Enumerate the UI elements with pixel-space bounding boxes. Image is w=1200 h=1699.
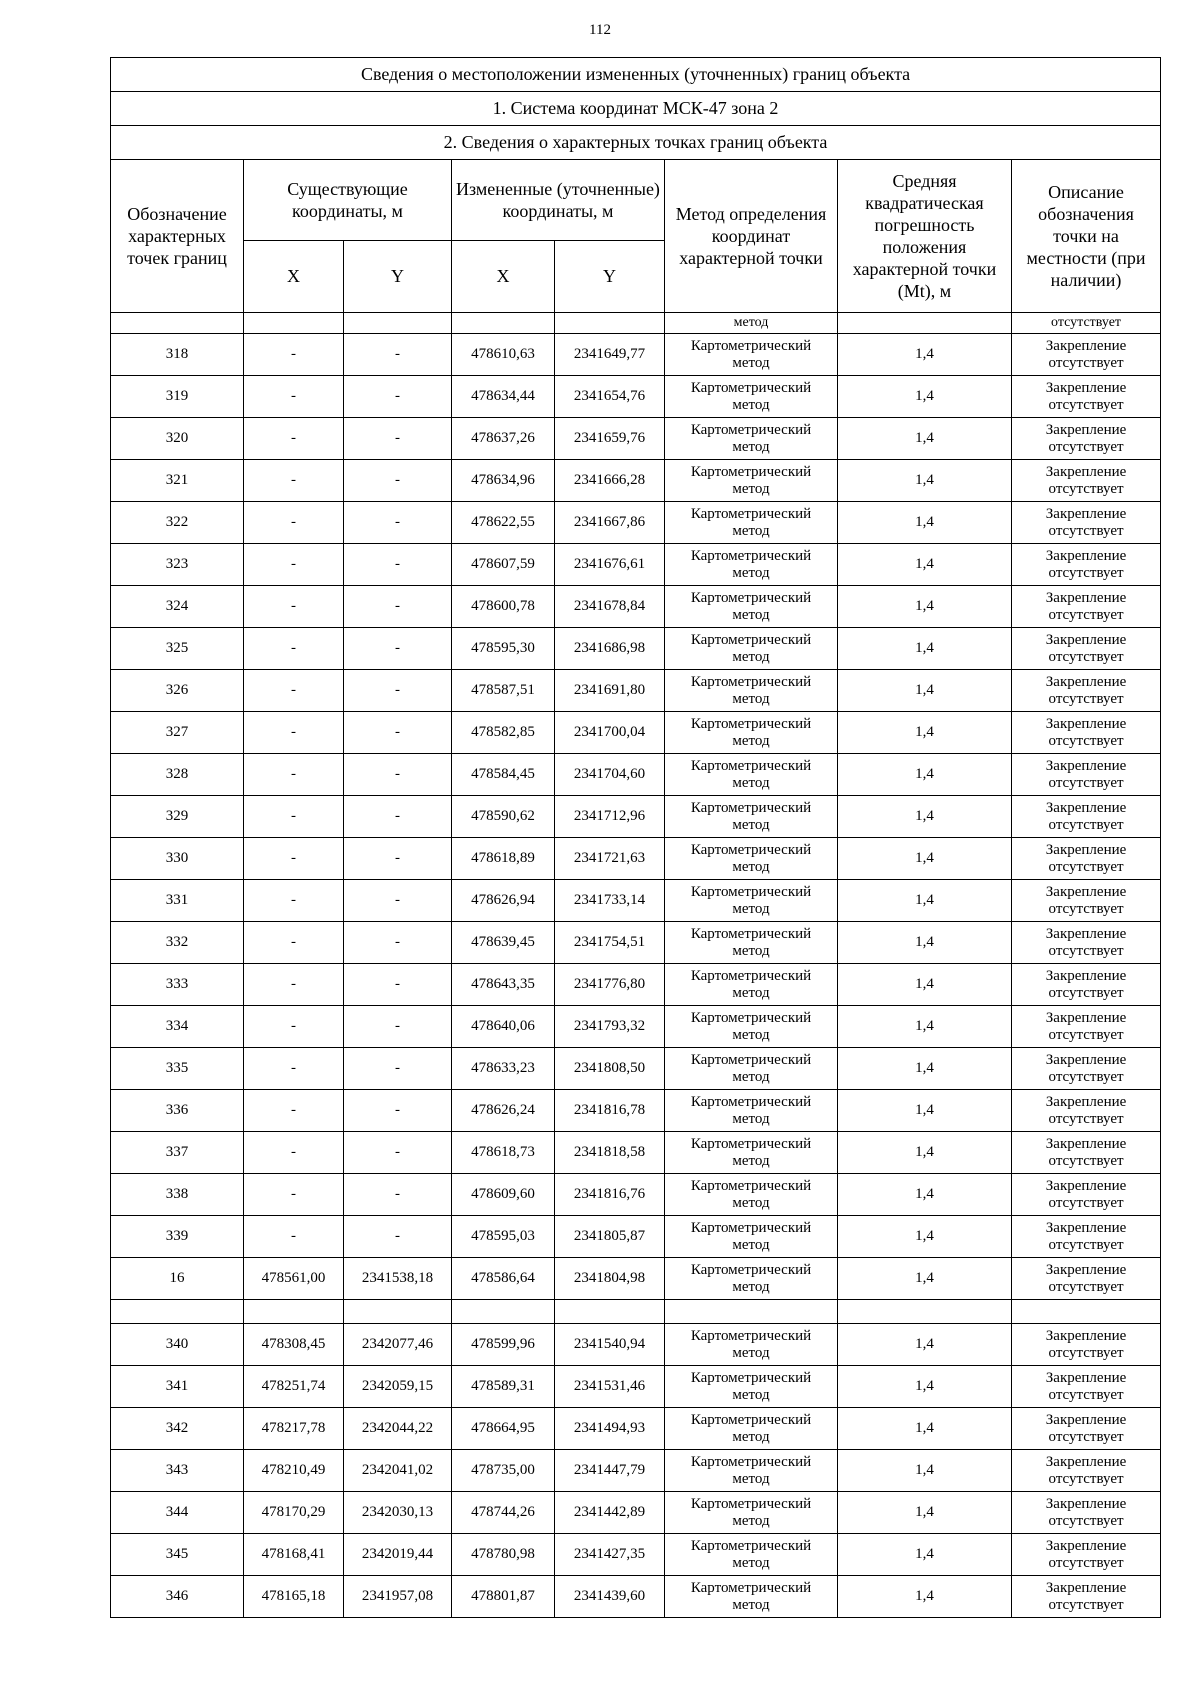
- cell-method: Картометрический метод: [665, 754, 838, 796]
- header-point: Обозначение характерных точек границ: [111, 160, 244, 313]
- cell-existing-y: -: [344, 628, 452, 670]
- cell-method: Картометрический метод: [665, 922, 838, 964]
- cell-changed-x: 478664,95: [452, 1408, 555, 1450]
- cell-description: Закрепление отсутствует: [1012, 418, 1161, 460]
- cell-description: Закрепление отсутствует: [1012, 1534, 1161, 1576]
- cell-existing-x: -: [244, 544, 344, 586]
- cell-changed-y: 2341659,76: [555, 418, 665, 460]
- cell-changed-x: 478780,98: [452, 1534, 555, 1576]
- table-row: [111, 880, 1161, 922]
- cell-error: 1,4: [838, 586, 1012, 628]
- table-row: [111, 754, 1161, 796]
- header-description: Описание обозначения точки на местности (при наличии): [1012, 160, 1161, 313]
- table-row: [111, 670, 1161, 712]
- page-number: 112: [589, 22, 611, 38]
- cell-method: Картометрический метод: [665, 376, 838, 418]
- cell-error: 1,4: [838, 1006, 1012, 1048]
- cell-existing-y: -: [344, 1048, 452, 1090]
- table-row: [111, 1216, 1161, 1258]
- cell-point: 340: [111, 1324, 244, 1366]
- cell-changed-x: 478634,96: [452, 460, 555, 502]
- cell-description: Закрепление отсутствует: [1012, 1048, 1161, 1090]
- table-row: [111, 1174, 1161, 1216]
- cell-error: 1,4: [838, 1576, 1012, 1618]
- cell-existing-x: -: [244, 712, 344, 754]
- cell-point: 330: [111, 838, 244, 880]
- table-row: [111, 334, 1161, 376]
- cell-existing-y: 2341538,18: [344, 1258, 452, 1300]
- table-row: [111, 586, 1161, 628]
- cell-error: 1,4: [838, 712, 1012, 754]
- cell-existing-y: -: [344, 544, 452, 586]
- cell-error: 1,4: [838, 880, 1012, 922]
- cell-changed-x: 478590,62: [452, 796, 555, 838]
- cell-method: Картометрический метод: [665, 1324, 838, 1366]
- cell-changed-y: 2341447,79: [555, 1450, 665, 1492]
- cell-point: 323: [111, 544, 244, 586]
- cell-description: Закрепление отсутствует: [1012, 544, 1161, 586]
- cell-point: 344: [111, 1492, 244, 1534]
- cell-point: 332: [111, 922, 244, 964]
- cell-existing-x: -: [244, 376, 344, 418]
- table-row: [111, 460, 1161, 502]
- cell-existing-y: -: [344, 1006, 452, 1048]
- cell-changed-y: 2341808,50: [555, 1048, 665, 1090]
- cell-description: Закрепление отсутствует: [1012, 880, 1161, 922]
- boundary-points-table: [110, 57, 1161, 1618]
- cell-existing-y: -: [344, 1132, 452, 1174]
- cell-error: 1,4: [838, 460, 1012, 502]
- cell-existing-x: -: [244, 1090, 344, 1132]
- header-changed-coords: Измененные (уточненные) координаты, м: [452, 160, 665, 241]
- cell-changed-y: 2341442,89: [555, 1492, 665, 1534]
- cell-description: Закрепление отсутствует: [1012, 376, 1161, 418]
- cell-error: 1,4: [838, 1258, 1012, 1300]
- cell-point: 321: [111, 460, 244, 502]
- cell-changed-x: 478607,59: [452, 544, 555, 586]
- cell-point: 334: [111, 1006, 244, 1048]
- table-row: [111, 1450, 1161, 1492]
- cell-changed-x: 478582,85: [452, 712, 555, 754]
- cell-point: 324: [111, 586, 244, 628]
- cell-point: 339: [111, 1216, 244, 1258]
- cell-error: 1,4: [838, 838, 1012, 880]
- cell-description: Закрепление отсутствует: [1012, 586, 1161, 628]
- cell-description: Закрепление отсутствует: [1012, 1132, 1161, 1174]
- table-row: [111, 1576, 1161, 1618]
- cell-changed-x: 478744,26: [452, 1492, 555, 1534]
- cell-changed-y: 2341649,77: [555, 334, 665, 376]
- cell-changed-y: 2341494,93: [555, 1408, 665, 1450]
- table-row: [111, 1006, 1161, 1048]
- table-row: [111, 922, 1161, 964]
- cell-changed-x: 478586,64: [452, 1258, 555, 1300]
- cell-error: 1,4: [838, 1048, 1012, 1090]
- cell-existing-y: 2342059,15: [344, 1366, 452, 1408]
- cell-changed-y: 2341654,76: [555, 376, 665, 418]
- cell-changed-x: 478735,00: [452, 1450, 555, 1492]
- cell-method: Картометрический метод: [665, 880, 838, 922]
- cell-method: Картометрический метод: [665, 1090, 838, 1132]
- cell-changed-y: 2341816,78: [555, 1090, 665, 1132]
- cell-description: отсутствует: [1012, 313, 1161, 334]
- cell-existing-x: -: [244, 1174, 344, 1216]
- table-title: Сведения о местоположении измененных (уточненных) границ объекта: [111, 58, 1161, 92]
- cell-method: Картометрический метод: [665, 460, 838, 502]
- cell-existing-x: 478165,18: [244, 1576, 344, 1618]
- cell-changed-y: 2341439,60: [555, 1576, 665, 1618]
- cell-method: Картометрический метод: [665, 586, 838, 628]
- table-row: [111, 544, 1161, 586]
- cell-point: 329: [111, 796, 244, 838]
- cell-changed-x: 478801,87: [452, 1576, 555, 1618]
- cell-point: 318: [111, 334, 244, 376]
- cell-existing-x: -: [244, 838, 344, 880]
- cell-existing-y: -: [344, 964, 452, 1006]
- cell-point: 346: [111, 1576, 244, 1618]
- cell-method: Картометрический метод: [665, 1366, 838, 1408]
- cell-existing-x: -: [244, 880, 344, 922]
- cell-method: Картометрический метод: [665, 628, 838, 670]
- cell-description: Закрепление отсутствует: [1012, 1174, 1161, 1216]
- cell-description: Закрепление отсутствует: [1012, 922, 1161, 964]
- cell-point: 331: [111, 880, 244, 922]
- cell-changed-x: 478637,26: [452, 418, 555, 460]
- table-row-continued: [111, 313, 1161, 334]
- cell-method: Картометрический метод: [665, 544, 838, 586]
- cell-changed-y: 2341427,35: [555, 1534, 665, 1576]
- table-row: [111, 1324, 1161, 1366]
- header-method: Метод определения координат характерной точки: [665, 160, 838, 313]
- cell-existing-y: -: [344, 1216, 452, 1258]
- cell-existing-y: -: [344, 796, 452, 838]
- cell-point: 320: [111, 418, 244, 460]
- cell-point: 338: [111, 1174, 244, 1216]
- cell-changed-x: 478610,63: [452, 334, 555, 376]
- table-row: [111, 964, 1161, 1006]
- cell-existing-y: -: [344, 712, 452, 754]
- cell-error: 1,4: [838, 628, 1012, 670]
- cell-changed-y: 2341691,80: [555, 670, 665, 712]
- header-existing-y: Y: [344, 241, 452, 313]
- cell-changed-y: 2341721,63: [555, 838, 665, 880]
- cell-changed-x: 478587,51: [452, 670, 555, 712]
- cell-error: 1,4: [838, 376, 1012, 418]
- cell-changed-y: 2341776,80: [555, 964, 665, 1006]
- cell-existing-x: -: [244, 796, 344, 838]
- table-row: [111, 796, 1161, 838]
- cell-existing-y: -: [344, 418, 452, 460]
- cell-changed-x: 478634,44: [452, 376, 555, 418]
- cell-method: метод: [665, 313, 838, 334]
- cell-method: Картометрический метод: [665, 1174, 838, 1216]
- cell-changed-y: 2341676,61: [555, 544, 665, 586]
- cell-existing-x: 478561,00: [244, 1258, 344, 1300]
- cell-error: 1,4: [838, 670, 1012, 712]
- cell-existing-y: -: [344, 838, 452, 880]
- cell-point: 16: [111, 1258, 244, 1300]
- cell-description: Закрепление отсутствует: [1012, 1324, 1161, 1366]
- cell-point: 325: [111, 628, 244, 670]
- cell-error: 1,4: [838, 754, 1012, 796]
- cell-changed-x: 478640,06: [452, 1006, 555, 1048]
- cell-method: Картометрический метод: [665, 1216, 838, 1258]
- cell-existing-x: -: [244, 1132, 344, 1174]
- cell-changed-y: 2341666,28: [555, 460, 665, 502]
- cell-changed-y: 2341805,87: [555, 1216, 665, 1258]
- table-row-separator: [111, 1300, 1161, 1324]
- table-row: [111, 1048, 1161, 1090]
- table-row: [111, 628, 1161, 670]
- cell-error: 1,4: [838, 418, 1012, 460]
- cell-description: Закрепление отсутствует: [1012, 712, 1161, 754]
- cell-error: 1,4: [838, 1090, 1012, 1132]
- table-row: [111, 376, 1161, 418]
- cell-method: Картометрический метод: [665, 1534, 838, 1576]
- cell-existing-x: -: [244, 1006, 344, 1048]
- cell-method: Картометрический метод: [665, 1492, 838, 1534]
- cell-existing-x: -: [244, 502, 344, 544]
- table-row: [111, 1534, 1161, 1576]
- table-row: [111, 1132, 1161, 1174]
- cell-existing-y: -: [344, 376, 452, 418]
- table-row: [111, 1258, 1161, 1300]
- cell-description: Закрепление отсутствует: [1012, 754, 1161, 796]
- cell-point: 341: [111, 1366, 244, 1408]
- cell-method: Картометрический метод: [665, 670, 838, 712]
- cell-point: 319: [111, 376, 244, 418]
- cell-error: 1,4: [838, 1132, 1012, 1174]
- cell-changed-y: 2341540,94: [555, 1324, 665, 1366]
- cell-point: 333: [111, 964, 244, 1006]
- cell-error: 1,4: [838, 1324, 1012, 1366]
- cell-existing-x: 478308,45: [244, 1324, 344, 1366]
- table-row: [111, 1492, 1161, 1534]
- table-row: [111, 1366, 1161, 1408]
- cell-existing-y: 2342077,46: [344, 1324, 452, 1366]
- cell-point: 336: [111, 1090, 244, 1132]
- cell-changed-y: 2341531,46: [555, 1366, 665, 1408]
- table-row: [111, 1090, 1161, 1132]
- cell-description: Закрепление отсутствует: [1012, 1216, 1161, 1258]
- cell-description: Закрепление отсутствует: [1012, 838, 1161, 880]
- cell-changed-y: 2341704,60: [555, 754, 665, 796]
- cell-changed-y: 2341793,32: [555, 1006, 665, 1048]
- cell-point: 342: [111, 1408, 244, 1450]
- cell-description: Закрепление отсутствует: [1012, 334, 1161, 376]
- cell-method: Картометрический метод: [665, 1408, 838, 1450]
- cell-changed-x: 478599,96: [452, 1324, 555, 1366]
- cell-existing-y: 2342041,02: [344, 1450, 452, 1492]
- cell-method: Картометрический метод: [665, 334, 838, 376]
- cell-existing-x: -: [244, 334, 344, 376]
- cell-existing-y: -: [344, 922, 452, 964]
- cell-description: Закрепление отсутствует: [1012, 796, 1161, 838]
- table-row: [111, 838, 1161, 880]
- cell-changed-x: 478622,55: [452, 502, 555, 544]
- cell-existing-y: 2342044,22: [344, 1408, 452, 1450]
- cell-existing-y: 2342019,44: [344, 1534, 452, 1576]
- cell-error: 1,4: [838, 1174, 1012, 1216]
- cell-existing-x: -: [244, 418, 344, 460]
- cell-existing-x: -: [244, 670, 344, 712]
- cell-existing-x: 478170,29: [244, 1492, 344, 1534]
- cell-changed-x: 478589,31: [452, 1366, 555, 1408]
- cell-point: 343: [111, 1450, 244, 1492]
- cell-existing-x: 478168,41: [244, 1534, 344, 1576]
- cell-description: Закрепление отсутствует: [1012, 628, 1161, 670]
- cell-changed-x: 478639,45: [452, 922, 555, 964]
- cell-existing-y: 2342030,13: [344, 1492, 452, 1534]
- table-body: [111, 313, 1161, 1618]
- cell-changed-x: 478643,35: [452, 964, 555, 1006]
- cell-existing-y: -: [344, 502, 452, 544]
- cell-existing-y: -: [344, 754, 452, 796]
- cell-method: Картометрический метод: [665, 838, 838, 880]
- cell-existing-x: 478210,49: [244, 1450, 344, 1492]
- cell-method: Картометрический метод: [665, 712, 838, 754]
- cell-existing-x: 478251,74: [244, 1366, 344, 1408]
- cell-method: Картометрический метод: [665, 1450, 838, 1492]
- cell-changed-x: 478595,03: [452, 1216, 555, 1258]
- cell-changed-x: 478633,23: [452, 1048, 555, 1090]
- cell-error: 1,4: [838, 502, 1012, 544]
- cell-error: 1,4: [838, 796, 1012, 838]
- cell-changed-y: 2341667,86: [555, 502, 665, 544]
- cell-existing-x: 478217,78: [244, 1408, 344, 1450]
- cell-method: Картометрический метод: [665, 1576, 838, 1618]
- cell-description: Закрепление отсутствует: [1012, 502, 1161, 544]
- cell-point: 326: [111, 670, 244, 712]
- cell-description: Закрепление отсутствует: [1012, 964, 1161, 1006]
- cell-error: 1,4: [838, 1408, 1012, 1450]
- cell-point: 322: [111, 502, 244, 544]
- cell-error: 1,4: [838, 1216, 1012, 1258]
- cell-changed-x: 478595,30: [452, 628, 555, 670]
- cell-existing-y: -: [344, 334, 452, 376]
- cell-error: 1,4: [838, 964, 1012, 1006]
- cell-method: Картометрический метод: [665, 1132, 838, 1174]
- cell-description: Закрепление отсутствует: [1012, 1492, 1161, 1534]
- cell-description: Закрепление отсутствует: [1012, 1408, 1161, 1450]
- cell-error: 1,4: [838, 1366, 1012, 1408]
- table-row: [111, 712, 1161, 754]
- cell-existing-y: -: [344, 460, 452, 502]
- cell-changed-x: 478626,94: [452, 880, 555, 922]
- cell-changed-y: 2341712,96: [555, 796, 665, 838]
- header-existing-coords: Существующие координаты, м: [244, 160, 452, 241]
- cell-existing-x: -: [244, 754, 344, 796]
- cell-changed-y: 2341754,51: [555, 922, 665, 964]
- cell-point: 337: [111, 1132, 244, 1174]
- cell-changed-y: 2341686,98: [555, 628, 665, 670]
- cell-method: Картометрический метод: [665, 796, 838, 838]
- cell-error: 1,4: [838, 1534, 1012, 1576]
- cell-changed-x: 478618,89: [452, 838, 555, 880]
- header-changed-x: X: [452, 241, 555, 313]
- cell-error: 1,4: [838, 922, 1012, 964]
- cell-error: 1,4: [838, 544, 1012, 586]
- cell-changed-y: 2341818,58: [555, 1132, 665, 1174]
- cell-method: Картометрический метод: [665, 502, 838, 544]
- section-title: 2. Сведения о характерных точках границ объекта: [111, 126, 1161, 160]
- header-existing-x: X: [244, 241, 344, 313]
- coordinate-system-title: 1. Система координат МСК-47 зона 2: [111, 92, 1161, 126]
- cell-existing-x: -: [244, 460, 344, 502]
- cell-existing-y: -: [344, 1090, 452, 1132]
- cell-existing-x: -: [244, 922, 344, 964]
- cell-changed-y: 2341804,98: [555, 1258, 665, 1300]
- cell-existing-x: -: [244, 1216, 344, 1258]
- cell-method: Картометрический метод: [665, 418, 838, 460]
- cell-changed-x: 478618,73: [452, 1132, 555, 1174]
- table-row: [111, 502, 1161, 544]
- cell-error: 1,4: [838, 1450, 1012, 1492]
- cell-point: 345: [111, 1534, 244, 1576]
- cell-point: 335: [111, 1048, 244, 1090]
- cell-point: 328: [111, 754, 244, 796]
- cell-existing-x: -: [244, 628, 344, 670]
- cell-description: Закрепление отсутствует: [1012, 460, 1161, 502]
- cell-description: Закрепление отсутствует: [1012, 1006, 1161, 1048]
- cell-changed-x: 478584,45: [452, 754, 555, 796]
- table-row: [111, 418, 1161, 460]
- cell-method: Картометрический метод: [665, 1048, 838, 1090]
- cell-changed-x: 478600,78: [452, 586, 555, 628]
- cell-existing-y: -: [344, 880, 452, 922]
- cell-changed-x: 478609,60: [452, 1174, 555, 1216]
- cell-description: Закрепление отсутствует: [1012, 670, 1161, 712]
- cell-changed-y: 2341816,76: [555, 1174, 665, 1216]
- table-row: [111, 1408, 1161, 1450]
- cell-existing-x: -: [244, 586, 344, 628]
- cell-existing-y: -: [344, 586, 452, 628]
- cell-point: 327: [111, 712, 244, 754]
- header-error: Средняя квадратическая погрешность положения характерной точки (Mt), м: [838, 160, 1012, 313]
- cell-method: Картометрический метод: [665, 1006, 838, 1048]
- header-changed-y: Y: [555, 241, 665, 313]
- cell-description: Закрепление отсутствует: [1012, 1258, 1161, 1300]
- cell-method: Картометрический метод: [665, 1258, 838, 1300]
- cell-error: 1,4: [838, 1492, 1012, 1534]
- cell-existing-y: -: [344, 1174, 452, 1216]
- cell-error: 1,4: [838, 334, 1012, 376]
- cell-description: Закрепление отсутствует: [1012, 1450, 1161, 1492]
- cell-description: Закрепление отсутствует: [1012, 1576, 1161, 1618]
- cell-description: Закрепление отсутствует: [1012, 1366, 1161, 1408]
- cell-description: Закрепление отсутствует: [1012, 1090, 1161, 1132]
- cell-existing-y: 2341957,08: [344, 1576, 452, 1618]
- cell-changed-x: 478626,24: [452, 1090, 555, 1132]
- cell-changed-y: 2341700,04: [555, 712, 665, 754]
- cell-existing-y: -: [344, 670, 452, 712]
- cell-existing-x: -: [244, 964, 344, 1006]
- cell-changed-y: 2341678,84: [555, 586, 665, 628]
- cell-existing-x: -: [244, 1048, 344, 1090]
- cell-method: Картометрический метод: [665, 964, 838, 1006]
- cell-changed-y: 2341733,14: [555, 880, 665, 922]
